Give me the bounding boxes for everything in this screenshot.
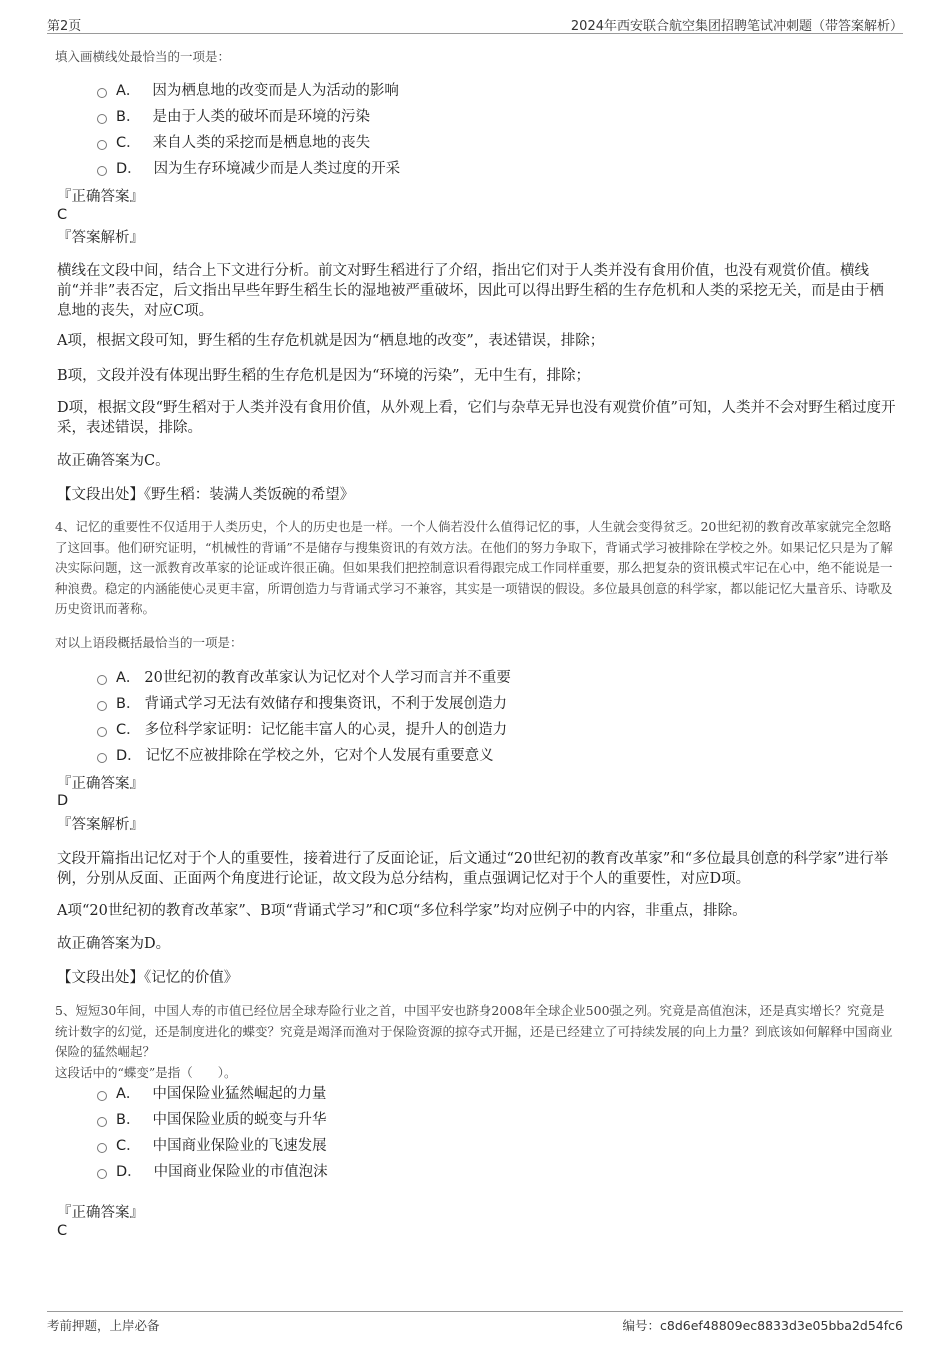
radio-icon[interactable] — [97, 727, 107, 737]
q3-answer: C — [57, 207, 68, 223]
page-number: 第2页 — [47, 19, 82, 34]
q3-analysis-para: B项，文段并没有体现出野生稻的生存危机是因为“环境的污染”，无中生有，排除； — [57, 368, 590, 384]
q3-analysis-para: A项，根据文段可知，野生稻的生存危机就是因为“栖息地的改变”，表述错误，排除； — [57, 333, 605, 349]
q4-analysis-label: 『答案解析』 — [57, 817, 144, 833]
q4-source: 【文段出处】《记忆的价值》 — [57, 970, 239, 986]
q3-analysis-para: 横线在文段中间，结合上下文进行分析。前文对野生稻进行了介绍，指出它们对于人类并没有食用价值，也没有观赏价值。横线前“并非”表否定，后文指出早些年野生稻生长的湿地被严重破坏，因此可以得出野生稻的生存危机和人类的采挖无关，而是由于栖息地的丧失，对应C项。 — [57, 263, 884, 319]
q3-option-a[interactable]: A． 因为栖息地的改变而是人为活动的影响 — [97, 80, 399, 102]
radio-icon[interactable] — [97, 166, 107, 176]
q3-option-d[interactable]: D． 因为生存环境减少而是人类过度的开采 — [97, 158, 400, 180]
q4-option-b[interactable]: B． 背诵式学习无法有效储存和搜集资讯，不利于发展创造力 — [97, 693, 507, 715]
q3-prompt: 填入画横线处最恰当的一项是： — [55, 49, 231, 64]
q4-prompt: 对以上语段概括最恰当的一项是： — [55, 635, 243, 650]
radio-icon[interactable] — [97, 1169, 107, 1179]
q4-answer: D — [57, 793, 69, 809]
q3-analysis-para: 故正确答案为C。 — [57, 453, 170, 469]
q5-answer-label: 『正确答案』 — [57, 1205, 144, 1221]
q4-stem: 4、记忆的重要性不仅适用于人类历史，个人的历史也是一样。一个人倘若没什么值得记忆的事，人生就会变得贫乏。20世纪初的教育改革家就完全忽略了这回事。他们研究证明，“机械性的背诵”不是储存与搜集资讯的有效方法。在他们的努力争取下，背诵式学习被排除在学校之外。如果记忆只是为了解决实际问题，这一派教育改革家的论证或许很正确。但如果我们把控制意识看得跟完成工作同样重要，那么把复杂的资讯模式牢记在心中，绝不能说是一种浪费。稳定的内涵能使心灵更丰富，所谓创造力与背诵式学习不兼容，其实是一项错误的假设。多位最具创意的科学家，都以能记忆大量音乐、诗歌及历史资讯而著称。 — [55, 519, 893, 616]
q3-option-c[interactable]: C． 来自人类的采挖而是栖息地的丧失 — [97, 132, 370, 154]
radio-icon[interactable] — [97, 140, 107, 150]
document-title: 2024年西安联合航空集团招聘笔试冲刺题（带答案解析） — [570, 19, 903, 34]
q3-answer-label: 『正确答案』 — [57, 189, 144, 205]
q3-analysis-label: 『答案解析』 — [57, 230, 144, 246]
radio-icon[interactable] — [97, 1091, 107, 1101]
q4-analysis-para: A项“20世纪初的教育改革家”、B项“背诵式学习”和C项“多位科学家”均对应例子中的内容，非重点，排除。 — [57, 903, 747, 919]
q4-answer-label: 『正确答案』 — [57, 776, 144, 792]
q5-answer: C — [57, 1223, 68, 1239]
q4-option-a[interactable]: A． 20世纪初的教育改革家认为记忆对个人学习而言并不重要 — [97, 667, 511, 689]
radio-icon[interactable] — [97, 1143, 107, 1153]
footer-slogan: 考前押题，上岸必备 — [47, 1318, 160, 1333]
q5-option-b[interactable]: B． 中国保险业质的蜕变与升华 — [97, 1109, 326, 1131]
radio-icon[interactable] — [97, 1117, 107, 1127]
q4-analysis-para: 文段开篇指出记忆对于个人的重要性，接着进行了反面论证，后文通过“20世纪初的教育改革家”和“多位最具创意的科学家”进行举例，分别从反面、正面两个角度进行论证，故文段为总分结构，重点强调记忆对于个人的重要性，对应D项。 — [57, 851, 889, 887]
q5-option-d[interactable]: D． 中国商业保险业的市值泡沫 — [97, 1161, 328, 1183]
document-code: 编号：c8d6ef48809ec8833d3e05bba2d54fc6 — [622, 1318, 903, 1333]
q5-stem: 5、短短30年间，中国人寿的市值已经位居全球寿险行业之首，中国平安也跻身2008年全球企业500强之列。究竟是高值泡沫，还是真实增长？究竟是统计数字的幻觉，还是制度进化的蝶变？究竟是竭泽而渔对于保险资源的掠夺式开掘，还是已经建立了可持续发展的向上力量？到底该如何解释中国商业保险的猛然崛起？ — [55, 1003, 893, 1059]
q3-source: 【文段出处】《野生稻：装满人类饭碗的希望》 — [57, 487, 355, 503]
q3-option-b[interactable]: B． 是由于人类的破坏而是环境的污染 — [97, 106, 370, 128]
q4-analysis-para: 故正确答案为D。 — [57, 936, 171, 952]
radio-icon[interactable] — [97, 88, 107, 98]
radio-icon[interactable] — [97, 114, 107, 124]
q4-option-c[interactable]: C． 多位科学家证明：记忆能丰富人的心灵，提升人的创造力 — [97, 719, 507, 741]
radio-icon[interactable] — [97, 753, 107, 763]
q4-option-d[interactable]: D． 记忆不应被排除在学校之外，它对个人发展有重要意义 — [97, 745, 494, 767]
q3-analysis-para: D项，根据文段“野生稻对于人类并没有食用价值，从外观上看，它们与杂草无异也没有观赏价值”可知，人类并不会对野生稻过度开采，表述错误，排除。 — [57, 400, 896, 436]
page-header — [47, 13, 903, 34]
q5-prompt: 这段话中的“蝶变”是指（ ）。 — [55, 1065, 237, 1080]
q5-option-c[interactable]: C． 中国商业保险业的飞速发展 — [97, 1135, 327, 1157]
radio-icon[interactable] — [97, 701, 107, 711]
page-footer — [47, 1311, 903, 1336]
radio-icon[interactable] — [97, 675, 107, 685]
q5-option-a[interactable]: A． 中国保险业猛然崛起的力量 — [97, 1083, 326, 1105]
